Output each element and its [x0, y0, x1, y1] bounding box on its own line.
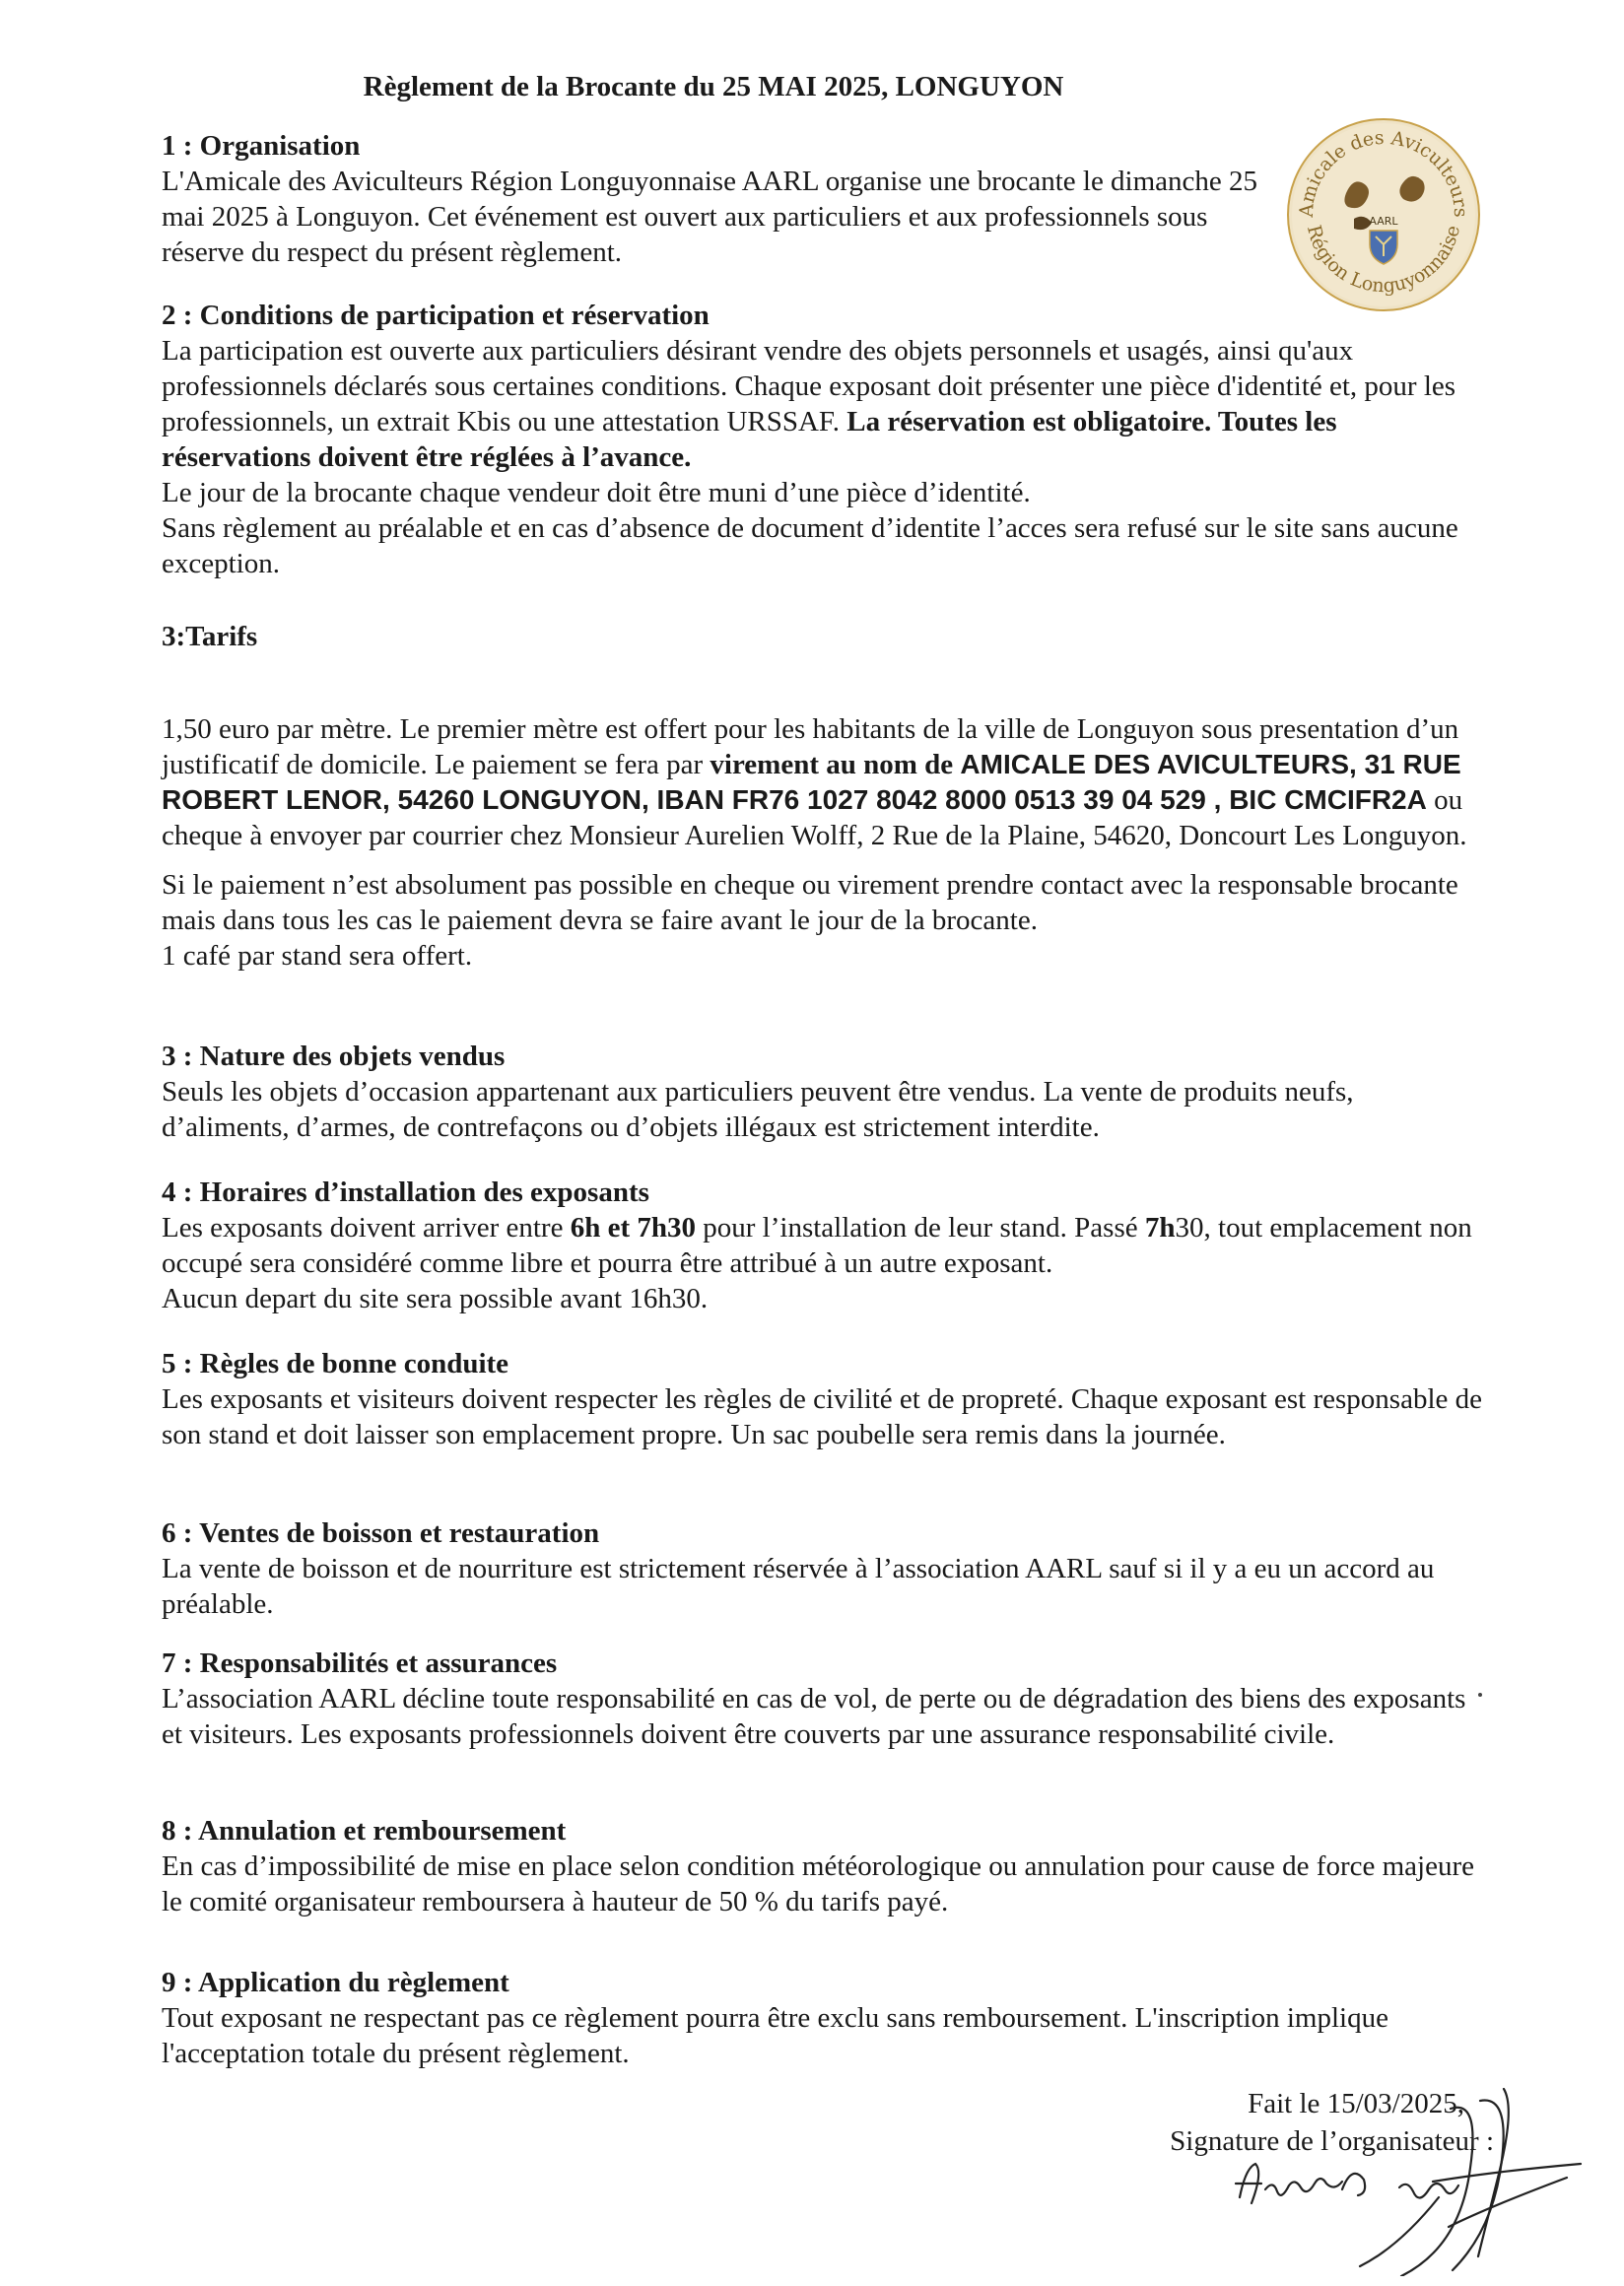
aarl-seal-logo — [1285, 116, 1482, 313]
signature-label: Signature de l’organisateur : — [1170, 2125, 1494, 2157]
section-heading: 7 : Responsabilités et assurances — [162, 1647, 558, 1679]
section-nature-objets — [162, 1039, 1482, 1145]
svg-text:AARL: AARL — [1369, 215, 1398, 228]
section-heading: 9 : Application du règlement — [162, 1967, 509, 1998]
section-text: L’association AARL décline toute responsabilité en cas de vol, de perte ou de dégradation des biens des exposants et visiteurs. Les exposants professionnels doivent être couverts par une assurance responsabilité civile. — [162, 1683, 1466, 1750]
handwritten-signature — [1222, 2079, 1596, 2276]
section-heading: 8 : Annulation et remboursement — [162, 1815, 567, 1847]
section-text — [162, 333, 1482, 475]
departure-text: Aucun depart du site sera possible avant 16h30. — [162, 1283, 709, 1314]
section-horaires — [162, 1175, 1482, 1316]
payment-contact-text: Si le paiement n’est absolument pas possible en cheque ou virement prendre contact avec la responsable brocante mais dans tous les cas le paiement devra se faire avant le jour de la brocante. — [162, 869, 1458, 936]
section-heading: 6 : Ventes de boisson et restauration — [162, 1517, 600, 1549]
arrival-hours: 6h et 7h30 — [570, 1212, 697, 1244]
section-heading: 2 : Conditions de participation et réservation — [162, 300, 710, 331]
section-boisson-restauration — [162, 1515, 1482, 1622]
tarifs-text — [162, 711, 1482, 853]
refusal-text: Sans règlement au préalable et en cas d’absence de document d’identite l’acces sera refusé sur le site sans aucune exception. — [162, 512, 1458, 579]
tarifs-intro: 1,50 euro par mètre. Le premier mètre est offert pour les habitants de la ville de Longuyon sous presentation d’un justificatif de domicile. Le paiement se fera par — [162, 713, 1459, 780]
section-text: En cas d’impossibilité de mise en place selon condition météorologique ou annulation pour cause de force majeure le comité organisateur remboursera à hauteur de 50 % du tarifs payé. — [162, 1850, 1474, 1917]
section-tarifs — [162, 619, 1482, 974]
date-line: Fait le 15/03/2025, — [1248, 2088, 1464, 2119]
section-text: Les exposants et visiteurs doivent respecter les règles de civilité et de propreté. Chaque exposant est responsable de son stand et doit laisser son emplacement propre. Un sac poubelle sera remis dans la journée. — [162, 1383, 1483, 1450]
installation-text: pour l’installation de leur stand. Passé — [696, 1212, 1145, 1244]
svg-text:Amicale des Aviculteurs: Amicale des Aviculteurs — [1295, 126, 1472, 219]
section-heading: 4 : Horaires d’installation des exposants — [162, 1177, 649, 1208]
cheque-address: ou cheque à envoyer par courrier chez Monsieur Aurelien Wolff, 2 Rue de la Plaine, 54620, Doncourt Les Longuyon. — [162, 784, 1467, 851]
section-heading: 1 : Organisation — [162, 130, 361, 162]
section-text: Seuls les objets d’occasion appartenant aux particuliers peuvent être vendus. La vente de produits neufs, d’aliments, d’armes, de contrefaçons ou d’objets illégaux est strictement interdite. — [162, 1076, 1354, 1143]
section-heading: 3:Tarifs — [162, 621, 258, 652]
section-annulation — [162, 1813, 1482, 1919]
section-text — [162, 1210, 1482, 1281]
section-application — [162, 1965, 1482, 2071]
section-heading: 5 : Règles de bonne conduite — [162, 1348, 509, 1379]
section-bonne-conduite — [162, 1346, 1482, 1452]
id-required-text: Le jour de la brocante chaque vendeur doit être muni d’une pièce d’identité. — [162, 477, 1031, 508]
stray-mark — [1478, 1693, 1482, 1697]
free-spot-text: 30, tout emplacement non occupé sera considéré comme libre et pourra être attribué à un autre exposant. — [162, 1212, 1472, 1279]
iban-bic: FR76 1027 8042 8000 0513 39 04 529 , BIC CMCIFR2A — [731, 784, 1427, 815]
document-title: Règlement de la Brocante du 25 MAI 2025, LONGUYON — [363, 71, 1064, 102]
section-heading: 3 : Nature des objets vendus — [162, 1041, 506, 1072]
conditions-text: La participation est ouverte aux particuliers désirant vendre des objets personnels et usagés, ainsi qu'aux professionnels déclarés sous certaines conditions. Chaque exposant doit présenter une pièce d'identité et, pour les professionnels, un extrait Kbis ou une attestation URSSAF. — [162, 335, 1456, 437]
section-text: Tout exposant ne respectant pas ce règlement pourra être exclu sans remboursement. L'inscription implique l'acceptation totale du présent règlement. — [162, 2002, 1388, 2069]
section-responsabilites — [162, 1646, 1482, 1752]
payee-address: AMICALE DES AVICULTEURS, 31 RUE ROBERT LENOR, 54260 LONGUYON, IBAN — [162, 749, 1461, 815]
coffee-offer-text: 1 café par stand sera offert. — [162, 940, 473, 972]
reservation-required-text: La réservation est obligatoire. Toutes les réservations doivent être réglées à l’avance. — [162, 406, 1337, 473]
svg-text:Région Longuyonnaise: Région Longuyonnaise — [1302, 223, 1465, 298]
deadline-hour: 7h — [1144, 1212, 1176, 1244]
section-text: La vente de boisson et de nourriture est strictement réservée à l’association AARL sauf si il y a eu un accord au préalable. — [162, 1553, 1435, 1620]
section-text: L'Amicale des Aviculteurs Région Longuyonnaise AARL organise une brocante le dimanche 25 mai 2025 à Longuyon. Cet événement est ouvert aux particuliers et aux professionnels sous réserve du respect du présent règlement. — [162, 166, 1258, 268]
section-conditions — [162, 298, 1482, 581]
arrival-text: Les exposants doivent arriver entre — [162, 1212, 571, 1244]
virement-label: virement au nom de — [710, 749, 961, 780]
section-organisation — [162, 128, 1275, 270]
